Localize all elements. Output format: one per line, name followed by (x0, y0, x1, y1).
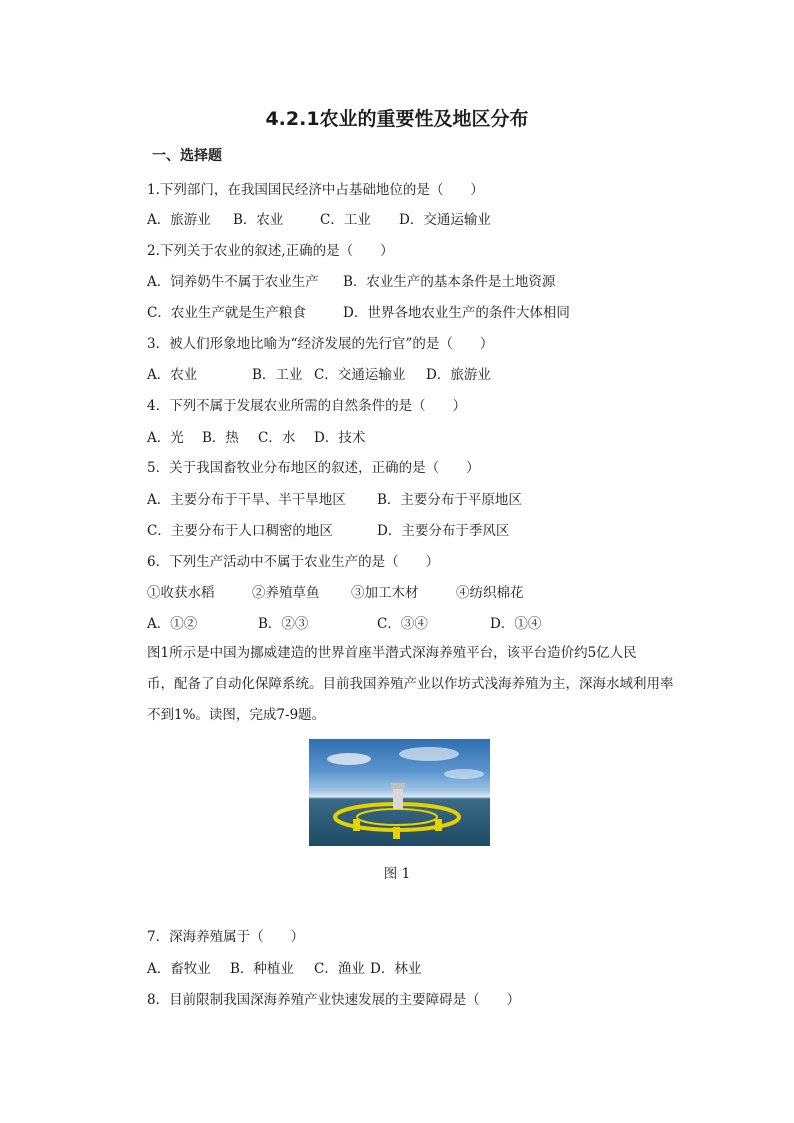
item-2: ②养殖草鱼 (252, 585, 320, 601)
option-c: C．渔业 (314, 961, 365, 977)
question-2-options-row2 (147, 301, 707, 321)
platform-illustration (309, 739, 490, 846)
option-d: D．林业 (370, 961, 422, 977)
question-4: 4．下列不属于发展农业所需的自然条件的是（ ） (147, 398, 467, 414)
question-1-options (147, 208, 707, 228)
option-b: B．农业 (233, 212, 284, 228)
item-3: ③加工木材 (351, 585, 419, 601)
option-d: D．①④ (490, 616, 542, 632)
question-7-options (147, 957, 707, 977)
option-d: D．旅游业 (426, 367, 491, 383)
question-2-options-row1 (147, 270, 707, 290)
section-heading: 一、选择题 (152, 148, 222, 164)
option-a: A．畜牧业 (147, 961, 211, 977)
option-b: B．②③ (258, 616, 309, 632)
option-a: A．光 (147, 430, 184, 446)
option-a: A．饲养奶牛不属于农业生产 (147, 274, 319, 290)
question-5-options-row1 (147, 488, 707, 508)
option-b: B．热 (202, 430, 239, 446)
option-d: D．交通运输业 (399, 212, 491, 228)
option-c: C．③④ (377, 616, 428, 632)
passage (147, 638, 674, 731)
question-6: 6．下列生产活动中不属于农业生产的是（ ） (147, 554, 440, 570)
option-c: C．交通运输业 (314, 367, 406, 383)
figure-caption: 图 1 (383, 866, 411, 882)
question-2: 2.下列关于农业的叙述,正确的是（ ） (147, 243, 394, 259)
question-6-items (147, 581, 707, 601)
question-5-options-row2 (147, 519, 707, 539)
option-a: A．旅游业 (147, 212, 211, 228)
option-d: D．技术 (314, 430, 366, 446)
passage-line-3: 不到1%。读图，完成7-9题。 (147, 707, 326, 723)
question-8: 8．目前限制我国深海养殖产业快速发展的主要障碍是（ ） (147, 992, 521, 1008)
option-c: C．主要分布于人口稠密的地区 (147, 523, 333, 539)
option-b: B．主要分布于平原地区 (377, 492, 522, 508)
option-b: B．工业 (252, 367, 303, 383)
option-c: C．农业生产就是生产粮食 (147, 305, 306, 321)
page-title: 4.2.1农业的重要性及地区分布 (265, 108, 529, 130)
question-5: 5．关于我国畜牧业分布地区的叙述，正确的是（ ） (147, 460, 480, 476)
option-a: A．①② (147, 616, 198, 632)
option-c: C．工业 (320, 212, 371, 228)
passage-line-2: 币，配备了自动化保障系统。目前我国养殖产业以作坊式浅海养殖为主，深海水域利用率 (147, 676, 674, 692)
option-a: A．农业 (147, 367, 198, 383)
question-7: 7．深海养殖属于（ ） (147, 929, 305, 945)
question-3: 3．被人们形象地比喻为“经济发展的先行官”的是（ ） (147, 336, 494, 352)
item-1: ①收获水稻 (147, 585, 215, 601)
option-d: D．主要分布于季风区 (377, 523, 510, 539)
question-4-options (147, 426, 707, 446)
option-c: C．水 (258, 430, 296, 446)
option-a: A．主要分布于干旱、半干旱地区 (147, 492, 346, 508)
question-3-options (147, 363, 707, 383)
option-b: B．农业生产的基本条件是土地资源 (343, 274, 556, 290)
question-1: 1.下列部门，在我国国民经济中占基础地位的是（ ） (147, 182, 484, 198)
figure-deep-sea-platform (309, 739, 490, 846)
option-b: B．种植业 (230, 961, 294, 977)
passage-line-1: 图1所示是中国为挪威建造的世界首座半潜式深海养殖平台，该平台造价约5亿人民 (147, 645, 637, 661)
item-4: ④纺织棉花 (456, 585, 524, 601)
question-6-options (147, 612, 707, 632)
option-d: D．世界各地农业生产的条件大体相同 (343, 305, 570, 321)
